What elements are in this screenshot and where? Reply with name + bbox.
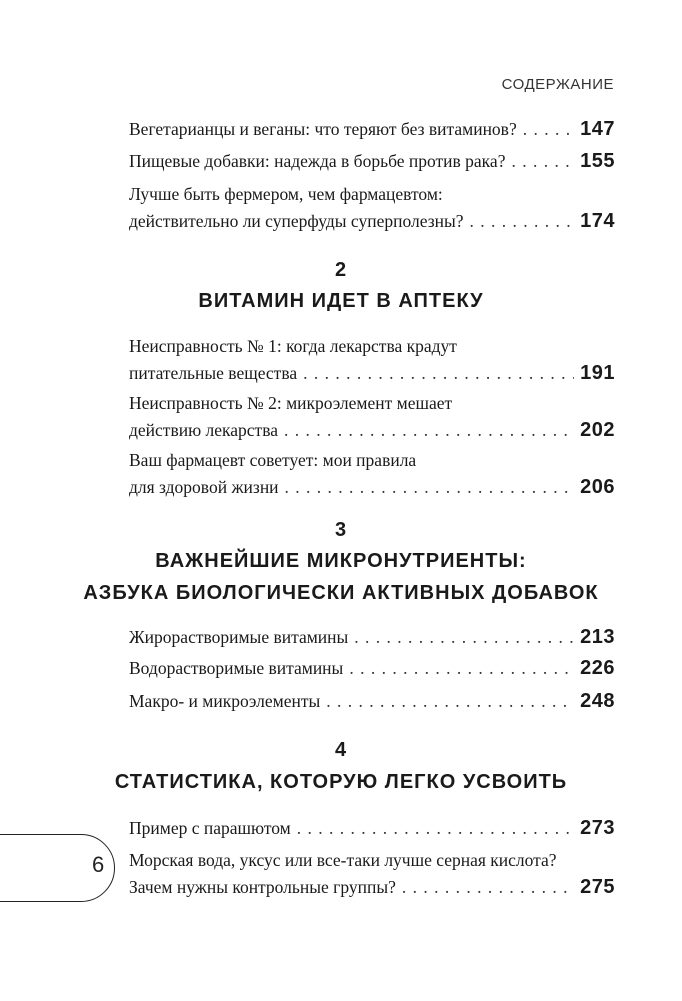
toc-entry[interactable] [129,116,615,143]
entry-page-number: 206 [580,476,615,498]
entry-page-number: 226 [580,657,615,679]
entry-page-number: 202 [580,419,615,441]
chapter-number: 2 [334,259,348,281]
dot-leader [470,208,575,235]
entry-title: Лучше быть фермером, чем фармацевтом: [129,184,443,204]
chapter-number: 3 [334,519,348,541]
entry-title: Жирорастворимые витамины [129,627,349,647]
toc-entry[interactable] [129,390,615,444]
entry-title: Ваш фармацевт советует: мои правила [129,450,417,470]
toc-entry[interactable] [129,815,615,842]
entry-page-number: 248 [580,690,615,712]
entry-page-number: 174 [580,210,615,232]
entry-title: Водорастворимые витамины [129,658,344,678]
chapter-title-cont[interactable]: АЗБУКА БИОЛОГИЧЕСКИ АКТИВНЫХ ДОБАВОК [83,582,599,604]
dot-leader [297,815,574,842]
entry-title-cont: действительно ли суперфуды суперполезны? [129,211,464,231]
entry-title-cont: для здоровой жизни [129,477,279,497]
toc-entry[interactable] [129,847,615,901]
entry-title: Морская вода, уксус или все-таки лучше серная кислота? [129,850,557,870]
chapter-title[interactable]: СТАТИСТИКА, КОТОРУЮ ЛЕГКО УСВОИТЬ [114,771,568,793]
entry-page-number: 273 [580,817,615,839]
toc-entry[interactable] [129,688,615,715]
dot-leader [285,474,575,501]
dot-leader [402,874,574,901]
toc-entry[interactable] [129,181,615,235]
entry-page-number: 147 [580,118,615,140]
running-head: СОДЕРЖАНИЕ [501,76,614,93]
entry-page-number: 191 [580,362,615,384]
toc-entry[interactable] [129,148,615,175]
chapter-title[interactable]: ВАЖНЕЙШИЕ МИКРОНУТРИЕНТЫ: [155,550,527,572]
toc-entry[interactable] [129,333,615,387]
entry-page-number: 213 [580,626,615,648]
toc-entry[interactable] [129,624,615,651]
toc-entry[interactable] [129,655,615,682]
dot-leader [284,417,574,444]
entry-title: Макро- и микроэлементы [129,691,321,711]
toc-entry[interactable] [129,447,615,501]
entry-page-number: 275 [580,876,615,898]
entry-page-number: 155 [580,150,615,172]
dot-leader [511,148,574,175]
entry-title-cont: действию лекарства [129,420,278,440]
entry-title: Пример с парашютом [129,818,291,838]
dot-leader [523,116,574,143]
dot-leader [326,688,574,715]
entry-title: Неисправность № 1: когда лекарства крадут [129,336,457,356]
chapter-title[interactable]: ВИТАМИН ИДЕТ В АПТЕКУ [198,290,484,312]
entry-title: Вегетарианцы и веганы: что теряют без витаминов? [129,119,517,139]
dot-leader [303,360,574,387]
entry-title-cont: Зачем нужны контрольные группы? [129,877,396,897]
dot-leader [349,655,574,682]
entry-title-cont: питательные вещества [129,363,298,383]
entry-title: Пищевые добавки: надежда в борьбе против рака? [129,151,506,171]
page-number: 6 [92,852,105,877]
dot-leader [354,624,574,651]
chapter-number: 4 [334,739,348,761]
entry-title: Неисправность № 2: микроэлемент мешает [129,393,453,413]
